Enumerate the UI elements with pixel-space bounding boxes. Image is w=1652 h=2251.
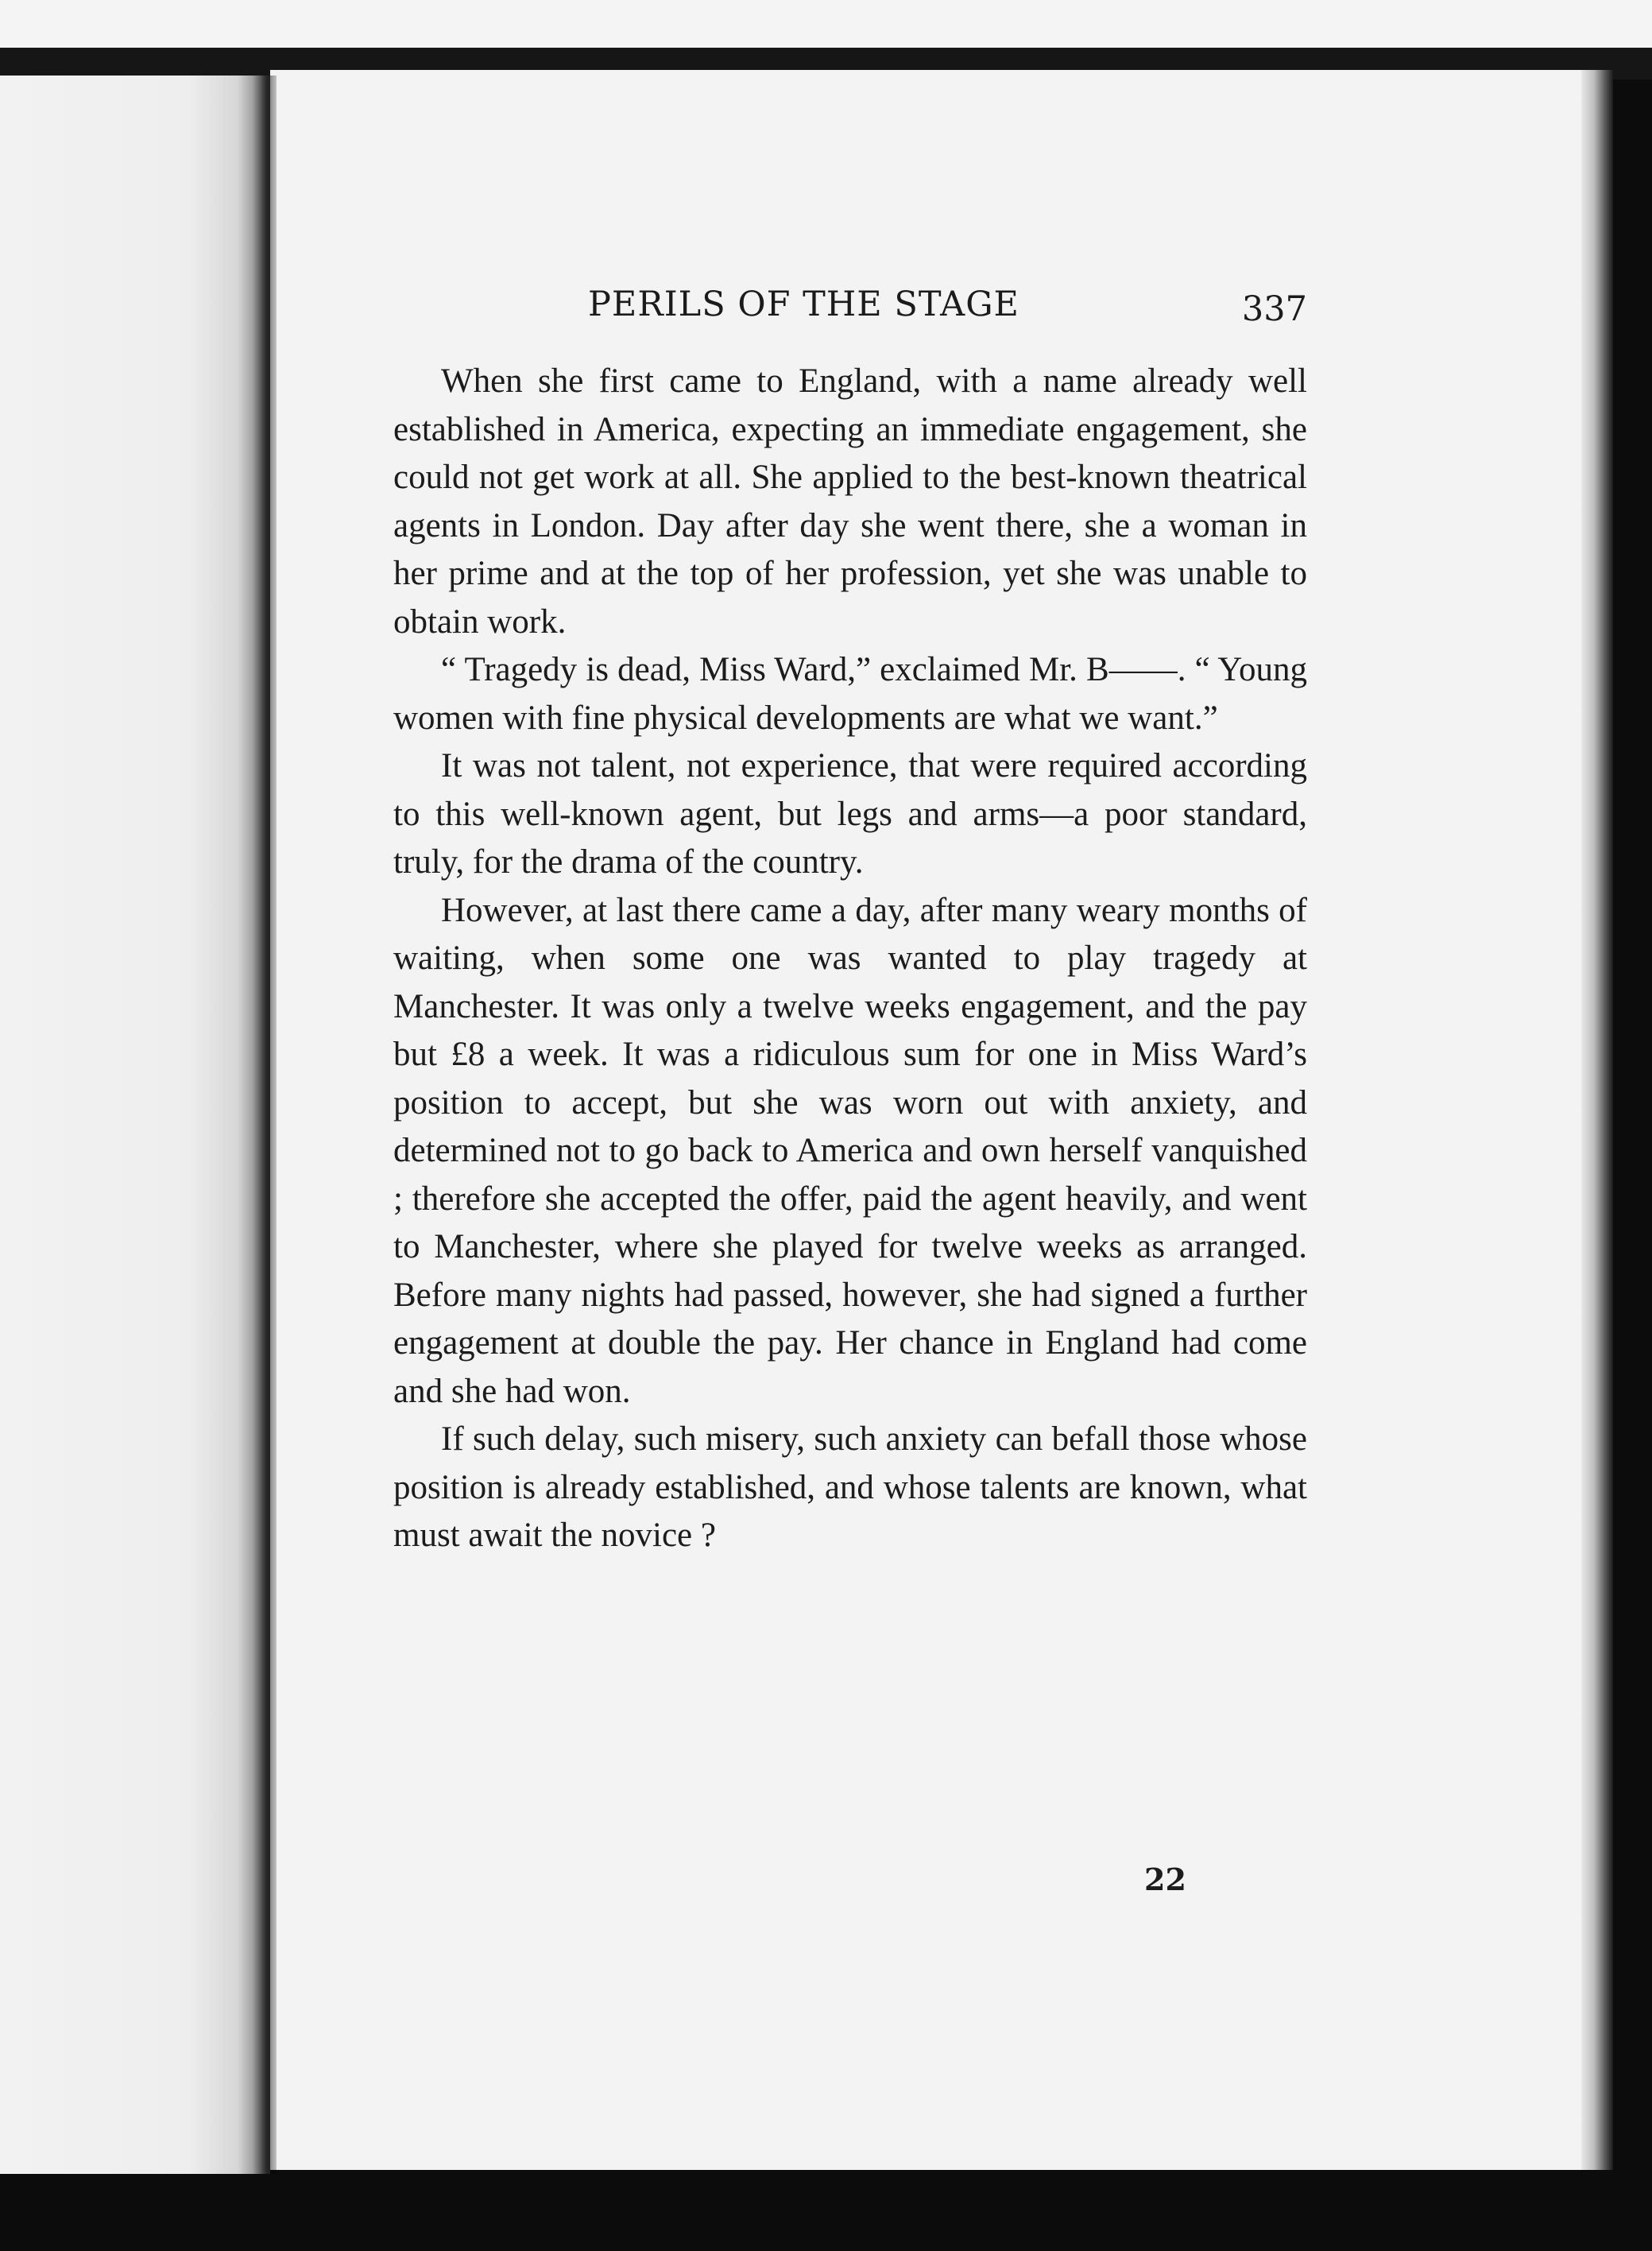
page-number: 337 — [1241, 289, 1307, 329]
paragraph: However, at last there came a day, after many weary months of waiting, when some one was wanted to play tragedy at Manchester. It was only a twelve weeks engagement, and the pay but £8 a week. It was a ridiculous sum for one in Miss Ward’s position to accept, but she was worn out with anxiety, and determined not to go back to America and own herself vanquished ; therefore she accepted the offer, paid the agent heavily, and went to Manchester, where she played for twelve weeks as arranged. Before many nights had passed, however, she had signed a further engagement at double the pay. Her chance in England had come and she had won. — [393, 891, 1307, 1410]
signature-mark: 22 — [1144, 1862, 1186, 1897]
page-fore-edge — [1581, 70, 1613, 2170]
paragraph: When she first came to England, with a name already well established in America, expecting an immediate engagement, she could not get work at all. She applied to the best-known theatrical agents in London. Day after day she went there, she a woman in her prime and at the top of her profession, yet she was unable to obtain work. — [393, 362, 1307, 641]
page-header — [393, 285, 1307, 340]
left-page-edge — [0, 76, 270, 2174]
paragraph: “ Tragedy is dead, Miss Ward,” exclaimed Mr. B——. “ Young women with fine physical developments are what we want.” — [393, 651, 1307, 737]
paragraph: If such delay, such misery, such anxiety can befall those whose position is already established, and whose talents are known, what must await the novice ? — [393, 1420, 1307, 1554]
scan-bottom-margin — [0, 2174, 1652, 2251]
spine-shadow — [253, 76, 277, 2174]
running-head: PERILS OF THE STAGE — [588, 285, 1019, 324]
paragraph: It was not talent, not experience, that were required according to this well-known agent, but legs and arms—a poor standard, truly, for the drama of the country. — [393, 747, 1307, 881]
body-text — [393, 358, 1307, 1560]
